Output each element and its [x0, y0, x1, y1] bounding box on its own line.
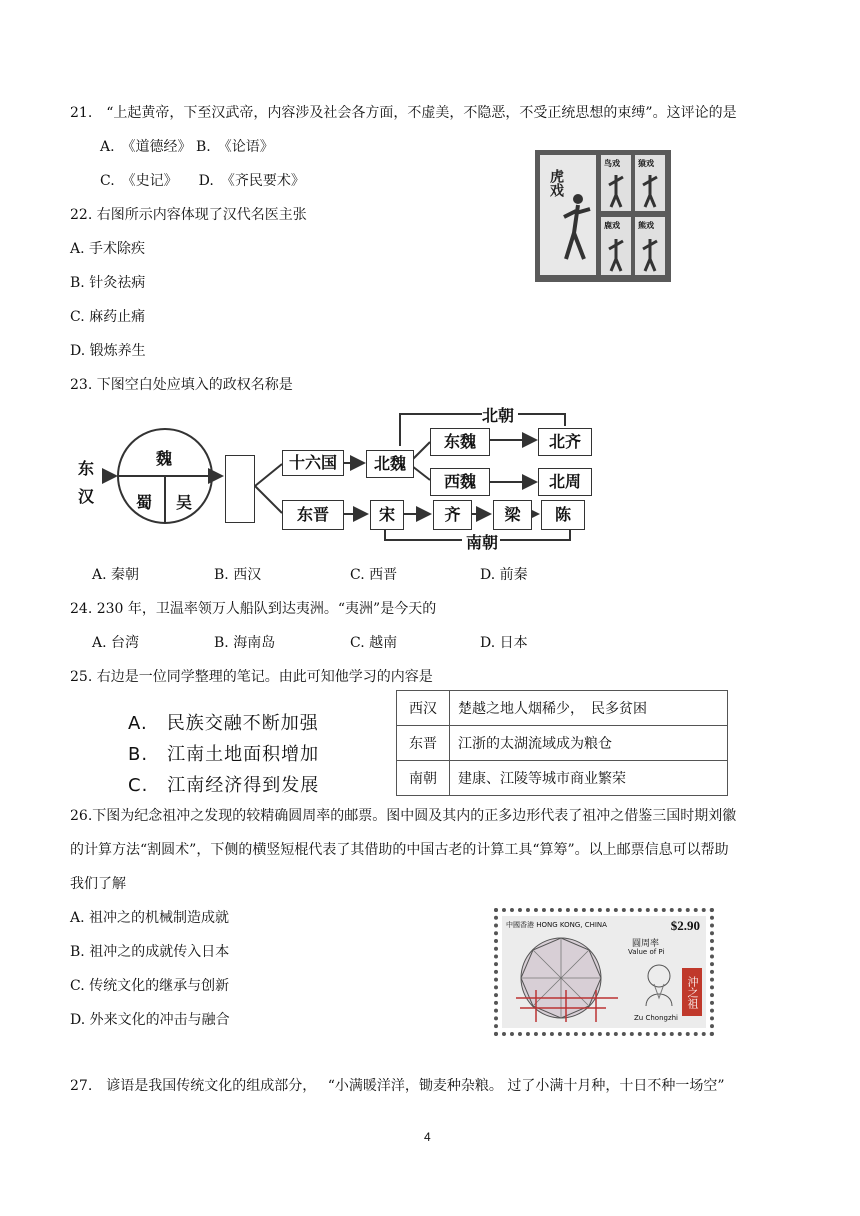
- table-row: [397, 761, 728, 796]
- label-han: 汉: [78, 487, 95, 506]
- q22-option-d: D. 锻炼养生: [70, 343, 146, 359]
- q23-option-d: D. 前秦: [480, 567, 528, 583]
- stamp-price: $2.90: [670, 918, 700, 933]
- q23-option-a: A. 秦朝: [92, 567, 140, 583]
- blank-answer-box: [225, 455, 255, 523]
- q24-stem: 24. 230 年，卫温率领万人船队到达夷洲。“夷洲”是今天的: [70, 601, 437, 617]
- label-beichao: 北朝: [482, 406, 515, 425]
- poster-small-1: 鸟戏: [604, 158, 620, 168]
- q26-line1: 26.下图为纪念祖冲之发现的较精确圆周率的邮票。图中圆及其内的正多边形代表了祖冲之借鉴三国时期刘徽: [70, 808, 737, 824]
- notes-content: 建康、江陵等城市商业繁荣: [450, 761, 728, 796]
- q23-option-c: C. 西晋: [350, 567, 398, 583]
- box-liang: 梁: [493, 500, 532, 530]
- stamp-seal: 沖之祖: [682, 968, 702, 1016]
- box-chen: 陈: [541, 500, 585, 530]
- label-wei: 魏: [156, 449, 173, 468]
- q26-option-b: B. 祖冲之的成就传入日本: [70, 944, 230, 960]
- poster-small-2: 猿戏: [638, 158, 654, 168]
- notes-period: 南朝: [397, 761, 450, 796]
- box-qi: 齐: [433, 500, 472, 530]
- page-number: 4: [424, 1130, 431, 1144]
- stamp-subtitle: Value of Pi: [628, 948, 665, 956]
- martial-figure-icon: [540, 155, 596, 275]
- notes-period: 西汉: [397, 691, 450, 726]
- label-wu: 吴: [176, 493, 193, 512]
- q26-line2: 的计算方法“割圆术”，下侧的横竖短棍代表了其借助的中国古老的计算工具“算筹”。以上邮票信息可以帮助: [70, 842, 729, 858]
- q25-option-c: C. 江南经济得到发展: [128, 775, 320, 796]
- q24-option-a: A. 台湾: [92, 635, 140, 651]
- q22-option-a: A. 手术除疾: [70, 241, 146, 257]
- q22-stem: 22. 右图所示内容体现了汉代名医主张: [70, 207, 307, 223]
- q25-stem: 25. 右边是一位同学整理的笔记。由此可知他学习的内容是: [70, 669, 433, 685]
- zu-chongzhi-stamp: [494, 908, 714, 1036]
- box-beiqi: 北齐: [538, 428, 592, 456]
- box-xiwei: 西魏: [430, 468, 490, 496]
- notes-content: 楚越之地人烟稀少， 民多贫困: [450, 691, 728, 726]
- q24-option-d: D. 日本: [480, 635, 528, 651]
- poster-small-3: 鹿戏: [604, 220, 620, 230]
- label-dong: 东: [78, 459, 95, 478]
- q23-option-b: B. 西汉: [214, 567, 262, 583]
- notes-table: [396, 690, 728, 796]
- q24-option-b: B. 海南岛: [214, 635, 276, 651]
- q24-option-c: C. 越南: [350, 635, 398, 651]
- box-dongwei: 东魏: [430, 428, 490, 456]
- table-row: [397, 691, 728, 726]
- poster-main-title: 虎戏: [548, 169, 564, 197]
- label-nanchao: 南朝: [464, 530, 500, 553]
- q23-stem: 23. 下图空白处应填入的政权名称是: [70, 377, 293, 393]
- dynasty-diagram: [70, 400, 590, 550]
- notes-content: 江浙的太湖流域成为粮仓: [450, 726, 728, 761]
- q22-option-c: C. 麻药止痛: [70, 309, 146, 325]
- q25-option-a: A. 民族交融不断加强: [128, 713, 319, 734]
- box-beiwei: 北魏: [366, 450, 414, 478]
- q27-stem: 27. 谚语是我国传统文化的组成部分， “小满暖洋洋，锄麦种杂粮。 过了小满十月种，十日不种一场空”: [70, 1078, 725, 1094]
- five-animals-poster: [535, 150, 671, 282]
- portrait-icon: [634, 958, 684, 1008]
- table-row: [397, 726, 728, 761]
- box-song: 宋: [370, 500, 404, 530]
- q26-option-c: C. 传统文化的继承与创新: [70, 978, 230, 994]
- stamp-header: 中國香港 HONG KONG, CHINA: [506, 921, 607, 929]
- box-beizhou: 北周: [538, 468, 592, 496]
- box-shiliuguo: 十六国: [282, 450, 344, 476]
- q26-option-a: A. 祖冲之的机械制造成就: [70, 910, 230, 926]
- q22-option-b: B. 针灸祛病: [70, 275, 146, 291]
- stamp-title: 圓周率: [632, 939, 660, 949]
- q25-option-b: B. 江南土地面积增加: [128, 744, 320, 765]
- q21-options-row2: C. 《史记》 D. 《齐民要术》: [100, 173, 305, 189]
- stamp-name: Zu Chongzhi: [634, 1014, 678, 1022]
- q26-line3: 我们了解: [70, 876, 126, 892]
- circle-polygon-icon: [506, 928, 626, 1028]
- q21-options-row1: A. 《道德经》 B. 《论语》: [100, 139, 274, 155]
- box-dongjin: 东晋: [282, 500, 344, 530]
- notes-period: 东晋: [397, 726, 450, 761]
- q26-option-d: D. 外来文化的冲击与融合: [70, 1012, 230, 1028]
- label-shu: 蜀: [136, 493, 153, 512]
- poster-small-4: 熊戏: [638, 220, 654, 230]
- q21-stem: 21. “上起黄帝，下至汉武帝，内容涉及社会各方面，不虚美，不隐恶，不受正统思想的束缚”。这评论的是: [70, 105, 737, 121]
